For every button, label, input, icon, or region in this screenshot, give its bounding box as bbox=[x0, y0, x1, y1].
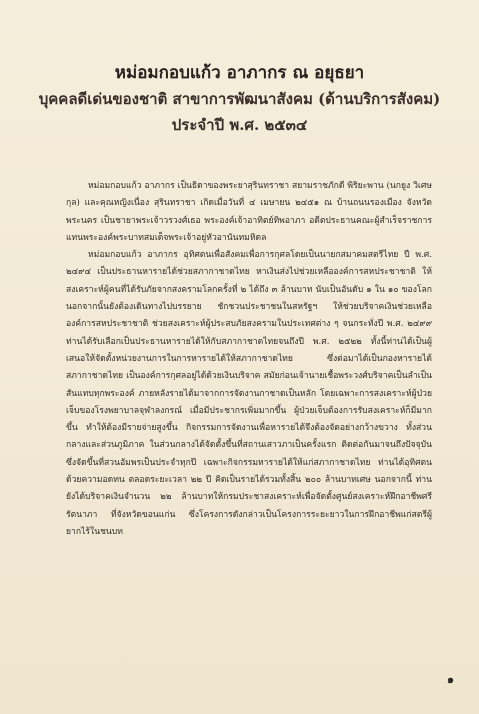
paragraph-1: หม่อมกอบแก้ว อาภากร เป็นธิดาของพระยาสุรินทราชา สยามราชภักดี พิริยะพาน (นกยูง วิเศษกุล) และคุณหญิงเนื่อง สุรินทราชา เกิดเมื่อวันที่ ๔ เมษายน ๒๔๕๑ ณ บ้านถนนรองเมือง จังหวัดพระนคร เป็นชายาพระเจ้าวรวงศ์เธอ พระองค์เจ้าอาทิตย์ทิพอาภา อดีตประธานคณะผู้สำเร็จราชการแทนพระองค์พระบาทสมเด็จพระเจ้าอยู่หัวอานันทมหิดล bbox=[66, 181, 432, 243]
document-title: หม่อมกอบแก้ว อาภากร ณ อยุธยา bbox=[114, 63, 365, 83]
document-subtitle: บุคคลดีเด่นของชาติ สาขาการพัฒนาสังคม (ด้านบริการสังคม) bbox=[38, 90, 441, 108]
title-block bbox=[0, 62, 479, 136]
page-number: ๑ bbox=[447, 673, 454, 686]
paragraph-2: หม่อมกอบแก้ว อาภากร อุทิศตนเพื่อสังคมเพื่อการกุศลโดยเป็นนายกสมาคมสตรีไทย ปี พ.ศ. ๒๔๙๔ เป็นประธานหารายได้ช่วยสภากาชาดไทย หาเงินส่งไปช่วยเหลือองค์การสหประชาชาติ ให้สงเคราะห์ผู้คนที่ได้รับภัยจากสงครามโลกครั้งที่ ๒ ได้ถึง ๓ ล้านบาท นับเป็นอันดับ ๑ ใน ๑๐ ของโลก นอกจากนั้นยังต้องเดินทางไปบรรยาย ชักชวนประชาชนในสหรัฐฯ ให้ช่วยบริจาคเงินช่วยเหลือองค์การสหประชาชาติ ช่วยสงเคราะห์ผู้ประสบภัยสงครามในประเทศต่าง ๆ จนกระทั่งปี พ.ศ. ๒๔๙๙ ท่านได้รับเลือกเป็นประธานหารายได้ให้กับสภากาชาดไทยจนถึงปี พ.ศ. ๒๕๒๒ ทั้งนี้ท่านได้เป็นผู้เสนอให้จัดตั้งหน่วยงานการในการหารายได้ให้สภากาชาดไทย ซึ่งต่อมาได้เป็นกองหารายได้ สภากาชาดไทย เป็นองค์การกุศลอยู่ได้ด้วยเงินบริจาค สมัยก่อนเจ้านายเชื้อพระวงศ์บริจาคเป็นลำเป็นสันแทบทุกพระองค์ ภายหลังรายได้มาจากการจัดงานกาชาดเป็นหลัก โดยเฉพาะการสงเคราะห์ผู้ป่วยเจ็บของโรงพยาบาลจุฬาลงกรณ์ เมื่อมีประชากรเพิ่มมากขึ้น ผู้ป่วยเจ็บต้องการรับสงเคราะห์ก็มีมากขึ้น ทำให้ต้องมีรายจ่ายสูงขึ้น กิจกรรมการจัดงานเพื่อหารายได้จึงต้องจัดอย่างกว้างขวาง ทั้งส่วนกลางและส่วนภูมิภาค ในส่วนกลางได้จัดตั้งขึ้นที่สถานเสาวภาเป็นครั้งแรก ติดต่อกันมาจนถึงปัจจุบัน ซึ่งจัดขึ้นที่สวนอัมพรเป็นประจำทุกปี เฉพาะกิจกรรมหารายได้ให้แก่สภากาชาดไทย ท่านได้อุทิศตนด้วยความอดทน ตลอดระยะเวลา ๒๒ ปี คิดเป็นรายได้รวมทั้งสิ้น ๒๐๐ ล้านบาทเศษ นอกจากนี้ ท่านยังได้บริจาคเงินจำนวน ๒๒ ล้านบาทให้กรมประชาสงเคราะห์เพื่อจัดตั้งศูนย์สงเคราะห์ฝึกอาชีพศรีรัตนาภา ที่จังหวัดขอนแก่น ซึ่งโครงการดังกล่าวเป็นโครงการระยะยาวในการฝึกอาชีพแก่สตรีผู้ยากไร้ในชนบท bbox=[66, 250, 432, 537]
document-year: ประจำปี พ.ศ. ๒๕๓๔ bbox=[171, 116, 308, 134]
body-text bbox=[66, 178, 432, 541]
